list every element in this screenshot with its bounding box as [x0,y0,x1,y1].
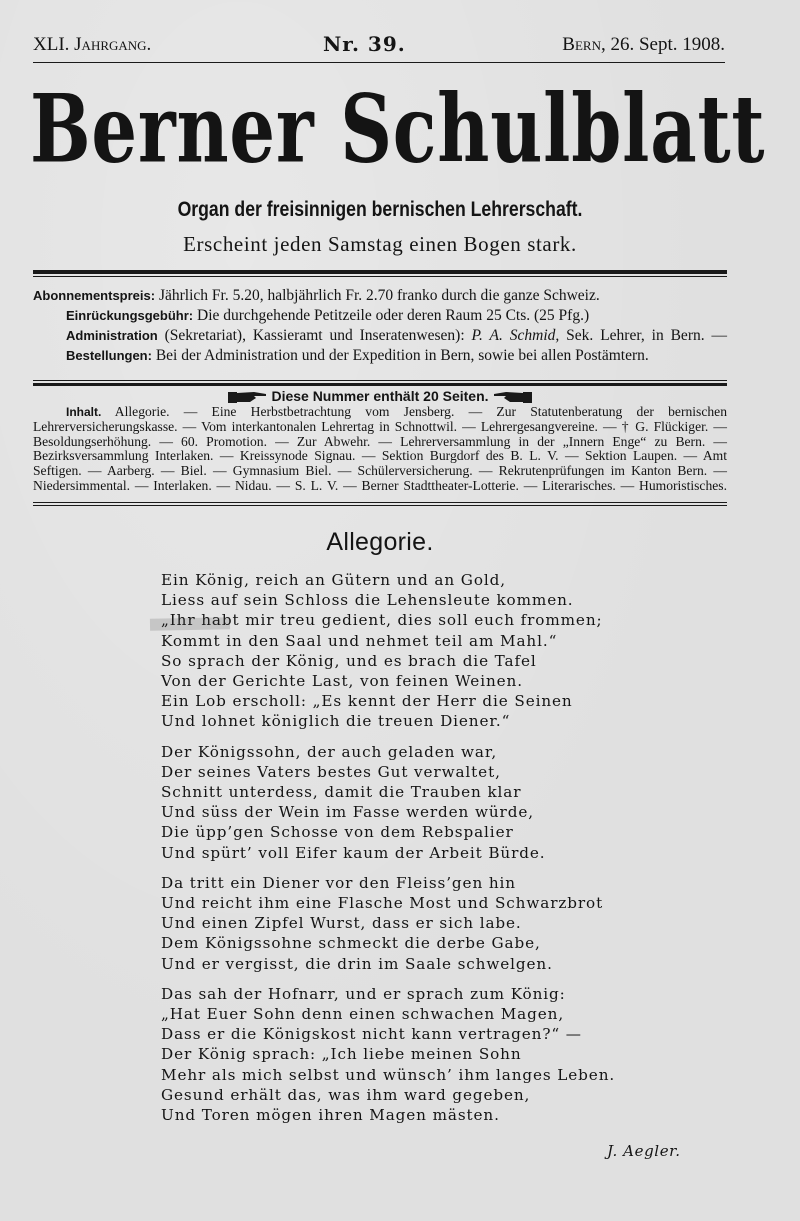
poem-line: Von der Gerichte Last, von feinen Weinen. [161,672,523,691]
table-of-contents [33,405,727,494]
publication-info [33,286,727,366]
poem-line: So sprach der König, und es brach die Tafel [161,651,537,670]
poem-line: Und süss der Wein im Fasse werden würde, [161,803,534,822]
contents-rule-1 [33,502,727,503]
poem-author: J. Aegler. [607,1142,681,1160]
subscription-line [33,286,727,306]
poem-line: Da tritt ein Diener vor den Fleiss’gen hin [161,873,516,892]
poem-line: Dem Königssohne schmeckt die derbe Gabe, [161,934,541,953]
poem-stanza [161,742,701,863]
masthead-frequency: Erscheint jeden Samstag einen Bogen stark. [183,232,577,256]
poem-line: Schnitt unterdess, damit die Trauben klar [161,783,522,802]
poem-line: Ein Lob erscholl: „Es kennt der Herr die Seinen [161,692,573,711]
subscription-label: Abonnementspreis: [33,288,156,303]
info-rule-thin [33,380,727,381]
poem-line: Die üpp’gen Schosse von dem Rebspalier [161,823,514,842]
admin-line [33,326,727,366]
poem-stanza [161,570,701,732]
poem-line: „Ihr habt mir treu gedient, dies soll euch frommen; [161,611,603,630]
poem-line: „Hat Euer Sohn denn einen schwachen Magen, [161,1005,565,1024]
volume-word: Jahrgang. [74,34,152,55]
masthead-title: Berner Schulblatt [30,73,766,185]
admin-name: P. A. Schmid, [471,327,560,344]
masthead-rule-thin [33,276,727,277]
poem-line: Und reicht ihm eine Flasche Most und Schwarzbrot [161,894,604,913]
date: , 26. Sept. 1908. [600,34,725,55]
pointing-hand-right-icon [228,390,268,404]
pointing-hand-left-icon [492,390,532,404]
poem-line: Und einen Zipfel Wurst, dass er sich labe. [161,914,522,933]
poem-line: Und spürt’ voll Eifer kaum der Arbeit Bürde. [161,843,546,862]
insertion-text: Die durchgehende Petitzeile oder deren Raum 25 Cts. (25 Pfg.) [193,307,590,324]
contents-rule-2 [33,505,727,506]
poem-stanza [161,984,701,1125]
poem-line: Und er vergisst, die drin im Saale schwelgen. [161,954,553,973]
poem-line: Mehr als mich selbst und wünsch’ ihm langes Leben. [161,1065,616,1084]
poem-stanza [161,873,701,974]
place: Bern [562,34,601,55]
poem-line: Ein König, reich an Gütern und an Gold, [161,571,506,589]
volume-number: XLI. [33,34,75,55]
poem-line: Der Königssohn, der auch geladen war, [161,742,498,761]
poem-line: Und Toren mögen ihren Magen mästen. [161,1106,500,1125]
poem-line: Der seines Vaters bestes Gut verwaltet, [161,762,501,781]
orders-text: Bei der Administration und der Expedition in Bern, sowie bei allen Postämtern. [151,347,649,364]
poem-line: Dass er die Königskost nicht kann vertragen?“ — [161,1025,582,1044]
admin-text: (Sekretariat), Kassieramt und Inseratenwesen): [157,327,472,344]
admin-text2: Sek. Lehrer, in Bern. — [559,327,727,344]
page-count-notice [0,388,760,404]
issue-number: Nr. 39. [323,32,406,56]
masthead-subtitle: Organ der freisinnigen bernischen Lehrerschaft. [177,198,583,221]
contents-text: Allegorie. — Eine Herbstbetrachtung vom Jensberg. — Zur Statutenberatung der bernischen Lehrerversicherungskasse. — Vom interkantonalen Lehrertag in Schnottwil. — Lehrergesangvereine. — † G. Flückiger. — Besoldungserhöhung. — 60. Promotion. — Zur Abwehr. — Lehrerversammlung in der „Innern Enge“ zu Bern. — Bezirksversammlung Interlaken. — Kreissynode Signau. — Sektion Burgdorf des B. L. V. — Sektion Laupen. — Amt Seftigen. — Aarberg. — Biel. — Gymnasium Biel. — Schülerversicherung. — Rekrutenprüfungen im Kanton Bern. — Niedersimmental. — Interlaken. — Nidau. — S. L. V. — Berner Stadttheater-Lotterie. — Literarisches. — Humoristisches. [33,404,727,493]
header-rule [33,62,725,63]
poem-line: Liess auf sein Schloss die Lehensleute kommen. [161,591,574,610]
insertion-label: Einrückungsgebühr: [66,308,194,323]
place-date [562,34,725,56]
poem-body [161,570,701,1135]
header-bar [33,34,725,58]
notice-text: Diese Nummer enthält 20 Seiten. [271,388,489,404]
info-rule-thick [33,383,727,386]
poem-line: Kommt in den Saal und nehmet teil am Mahl.“ [161,631,558,650]
orders-label: Bestellungen: [66,348,152,363]
insertion-line [33,306,727,326]
poem-line: Und lohnet königlich die treuen Diener.“ [161,712,511,731]
poem-line: Das sah der Hofnarr, und er sprach zum König: [161,984,566,1003]
ink-smudge [150,617,230,630]
poem-line: Der König sprach: „Ich liebe meinen Sohn [161,1045,522,1064]
masthead-rule-thick [33,270,727,274]
poem-line: Gesund erhält das, was ihm ward gegeben, [161,1085,531,1104]
subscription-text: Jährlich Fr. 5.20, halbjährlich Fr. 2.70 franko durch die ganze Schweiz. [155,287,600,304]
volume-label [33,34,151,56]
admin-label: Administration [66,328,158,343]
poem-title: Allegorie. [326,528,434,556]
contents-label: Inhalt. [66,405,102,419]
